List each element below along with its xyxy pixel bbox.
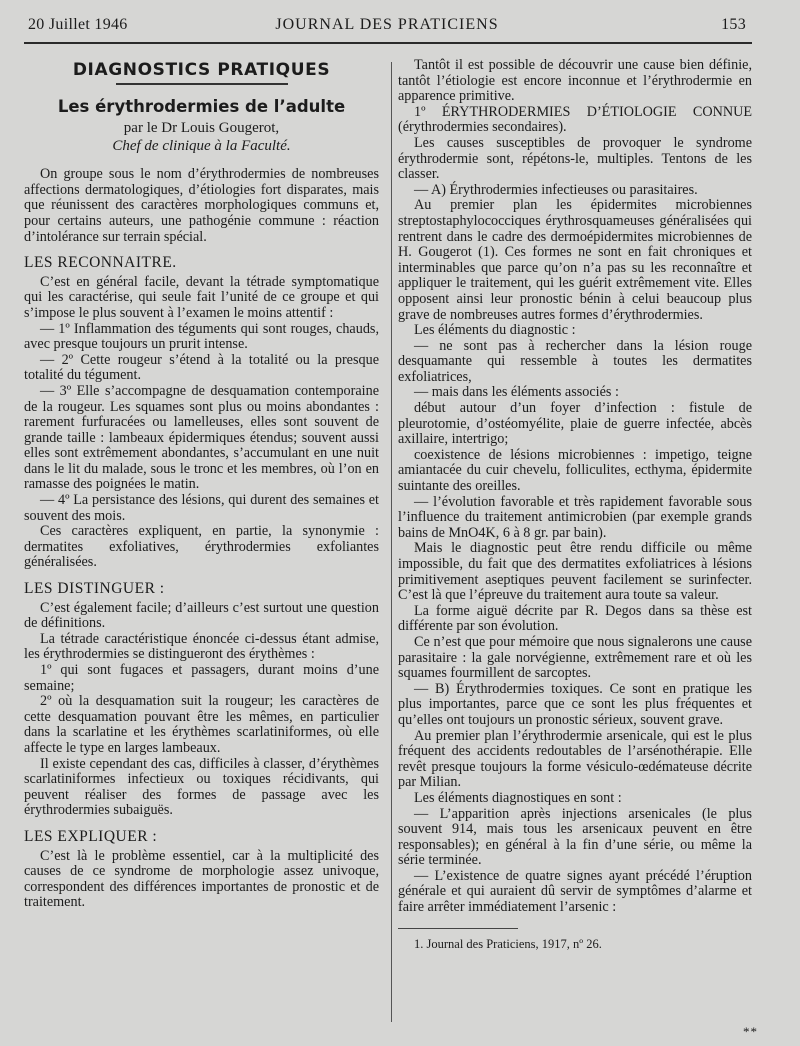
paragraph: — 3º Elle s’accompagne de desquamation contemporaine de la rougeur. Les squames sont plus ou moins abondantes : rarement furfuracées ou lamelleuses, elles sont souvent de grande taille : lambeaux épidermiques étendus; souvent aussi elles sont extrêmement abondantes, s’accumulant en une nuit dans le lit du malade, sous le tronc et les membres, où l’on en ramasse des poignées le matin.: [24, 382, 379, 493]
paragraph: C’est également facile; d’ailleurs c’est surtout une question de définitions.: [24, 599, 379, 632]
paragraph: Les causes susceptibles de provoquer le syndrome érythrodermie sont, répétons-le, multiples. Tentons de les classer.: [398, 134, 752, 183]
paragraph: — L’existence de quatre signes ayant précédé l’éruption générale et qui auraient dû servir de symptômes d’alarme et faire arrêter immédiatement l’arsenic :: [398, 867, 752, 916]
paragraph: coexistence de lésions microbiennes : impetigo, teigne amiantacée du cuir chevelu, folliculites, ecthyma, épidermite suintante des oreilles.: [398, 446, 752, 495]
header-rule: [24, 42, 752, 44]
paragraph: — B) Érythrodermies toxiques. Ce sont en pratique les plus importantes, parce que ce sont les plus fréquentes et qu’elles ont toujours un pronostic sérieux, souvent grave.: [398, 680, 752, 728]
paragraph: Mais le diagnostic peut être rendu difficile ou même impossible, du fait que des dermatites exfoliatrices à lésions primitivement aseptiques peuvent facilement se surinfecter. C’est là que l’épreuve du traitement aura toute sa valeur.: [398, 540, 752, 604]
paragraph: Ce n’est que pour mémoire que nous signalerons une cause parasitaire : la gale norvégienne, extrêmement rare et où les squames fourmillent de sarcoptes.: [398, 633, 752, 682]
paragraph: Ces caractères expliquent, en partie, la synonymie : dermatites exfoliatives, érythrodermies exfoliantes généralisées.: [24, 523, 379, 571]
paragraph: début autour d’un foyer d’infection : fistule de pleurotomie, d’ostéomyélite, plaie de guerre infectée, abcès axillaire, intertrigo;: [398, 400, 752, 448]
paragraph: — mais dans les éléments associés :: [414, 384, 619, 401]
article-title: Les érythrodermies de l’adulte: [57, 96, 346, 116]
paragraph: — L’apparition après injections arsenicales (le plus souvent 914, mais tous les arsenicaux peuvent en être responsables); en général à la fin d’une série, ou même la série terminée.: [398, 805, 752, 869]
footnote-rule: [398, 928, 518, 929]
section-heading-distinguer: LES DISTINGUER :: [24, 580, 165, 598]
intro-paragraph: On groupe sous le nom d’érythrodermies de nombreuses affections dermatologiques, d’étiologies fort disparates, mais que réunissent des caractères morphologiques communs et, pour certains auteurs, une pathogénie commune : réaction d’intolérance sur terrain spécial.: [24, 166, 379, 245]
section-heading-expliquer: LES EXPLIQUER :: [24, 827, 158, 845]
rubric-title: DIAGNOSTICS PRATIQUES: [72, 60, 331, 80]
paragraph: La forme aiguë décrite par R. Degos dans sa thèse est différente par son évolution.: [398, 602, 752, 635]
paragraph: — l’évolution favorable et très rapidement favorable sous l’influence du traitement antimicrobien (par exemple grands bains de MnO4K, 6 à 8 gr. par bain).: [398, 493, 752, 541]
paragraph: Il existe cependant des cas, difficiles à classer, d’érythèmes scarlatiniformes infectieux ou toxiques récidivants, qui peuvent réaliser des formes de passage avec les érythrodermies subaiguës.: [24, 755, 379, 819]
issue-date: 20 Juillet 1946: [28, 16, 128, 33]
paragraph: — 1º Inflammation des téguments qui sont rouges, chauds, avec presque toujours un prurit intense.: [24, 320, 379, 353]
paragraph: Au premier plan l’érythrodermie arsenicale, qui est le plus fréquent des accidents redoutables de l’arsénothérapie. Elle revêt presque toujours la forme vésiculo-œdémateuse décrite par Milian.: [398, 727, 752, 791]
paragraph: 1º ÉRYTHRODERMIES D’ÉTIOLOGIE CONNUE (érythrodermies secondaires).: [398, 103, 752, 136]
paragraph: Les éléments du diagnostic :: [414, 322, 576, 339]
signature-marks: **: [743, 1024, 758, 1039]
section-heading-reconnaitre: LES RECONNAITRE.: [24, 254, 177, 272]
paragraph: La tétrade caractéristique énoncée ci-dessus étant admise, les érythrodermies se distingueront des érythèmes :: [24, 630, 379, 663]
paragraph: — ne sont pas à rechercher dans la lésion rouge desquamante qui ressemble à toutes les dermatites exfoliatrices,: [398, 337, 752, 385]
author-line: par le Dr Louis Gougerot,: [123, 120, 280, 137]
footnote: 1. Journal des Praticiens, 1917, nº 26.: [414, 936, 602, 951]
paragraph: — A) Érythrodermies infectieuses ou parasitaires.: [414, 181, 698, 198]
paragraph: Tantôt il est possible de découvrir une cause bien définie, tantôt l’étiologie est encore inconnue et l’érythrodermie en apparence primitive.: [398, 57, 752, 105]
paragraph: C’est là le problème essentiel, car à la multiplicité des causes de ce syndrome de morphologie assez univoque, correspondent des différences importantes de pronostic et de traitement.: [24, 847, 379, 911]
paragraph: — 4º La persistance des lésions, qui durent des semaines et souvent des mois.: [24, 492, 379, 524]
paragraph: 1º qui sont fugaces et passagers, durant moins d’une semaine;: [24, 662, 379, 694]
paragraph: C’est en général facile, devant la tétrade symptomatique qui les caractérise, qui seule fait l’unité de ce groupe et qui s’impose le plus souvent à l’examen le moins attentif :: [24, 273, 379, 321]
paragraph: Au premier plan les épidermites microbiennes streptostaphylococciques érythrosquameuses généralisées qui rentrent dans le cadre des dermoépidermites microbiennes de H. Gougerot (1). Ces formes ne sont en fait chroniques et interminables que parce qu’on n’a pas su les reconnaître et appliquer le traitement, qui les guérit extrêmement vite. Elles opposent ainsi leur pronostic bénin à celui beaucoup plus grave de nombreuses autres formes d’érythrodermies.: [398, 197, 752, 323]
journal-name: JOURNAL DES PRATICIENS: [275, 16, 499, 33]
paragraph: Les éléments diagnostiques en sont :: [414, 789, 622, 806]
right-column: [398, 58, 752, 952]
page-number: 153: [721, 16, 746, 33]
paragraph: — 2º Cette rougeur s’étend à la totalité ou la presque totalité du tégument.: [24, 351, 379, 384]
paragraph: 2º où la desquamation suit la rougeur; les caractères de cette desquamation pouvant être les mêmes, en particulier dans la scarlatine et les érythèmes scarlatiniformes, où elle affecte le type en larges lambeaux.: [24, 693, 379, 756]
running-header: [28, 16, 746, 38]
left-column: [24, 58, 379, 911]
column-divider: [391, 62, 392, 1022]
rubric-underline: [116, 83, 288, 85]
author-affiliation: Chef de clinique à la Faculté.: [112, 138, 291, 155]
